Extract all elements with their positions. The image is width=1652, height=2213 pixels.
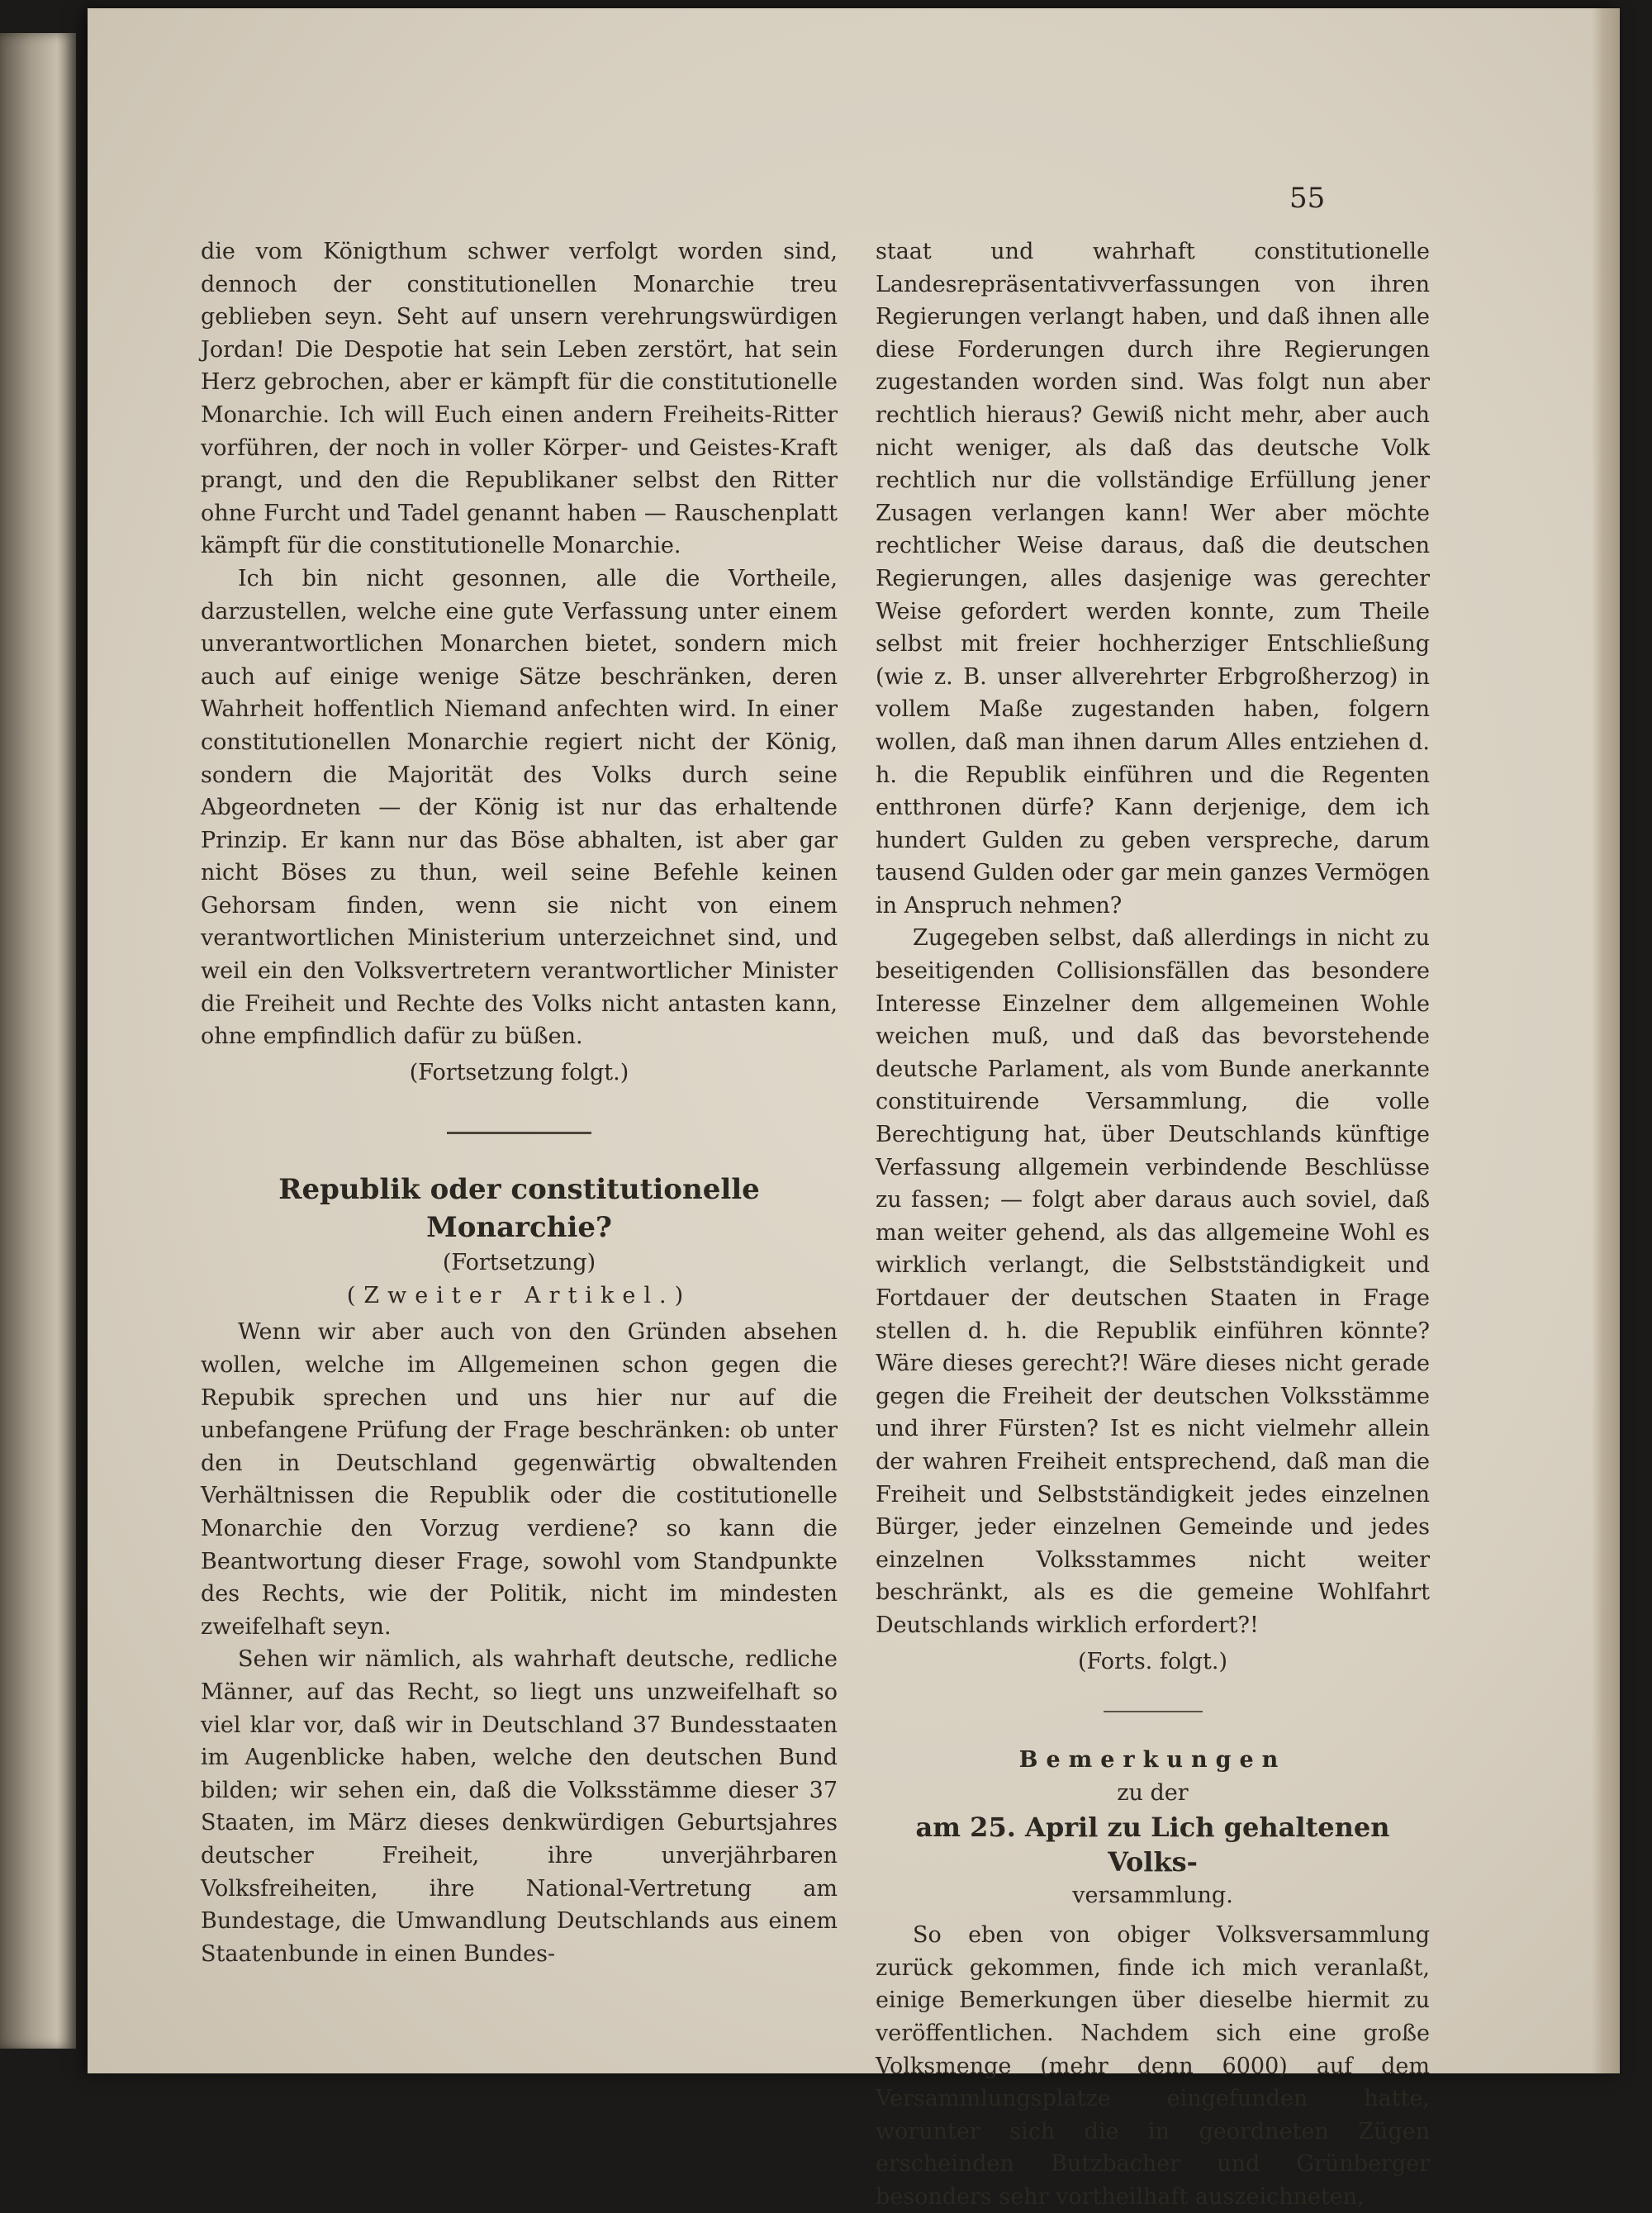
article-part: (Zweiter Artikel.) xyxy=(346,1283,692,1309)
left-continued-note: (Fortsetzung folgt.) xyxy=(409,1059,629,1085)
left-column xyxy=(201,235,838,1970)
article-title-line-1: Republik oder constitutionelle xyxy=(278,1173,760,1207)
remarks-title: Bemerkungen xyxy=(1018,1747,1287,1774)
page-number: 55 xyxy=(1289,182,1326,215)
remarks-title-line-3: versammlung. xyxy=(1072,1883,1233,1909)
page-edge-shadow xyxy=(1592,8,1620,2073)
section-divider-short xyxy=(1104,1711,1203,1712)
article-title-line-2: Monarchie? xyxy=(426,1211,612,1245)
right-continued-note: (Forts. folgt.) xyxy=(1078,1648,1227,1674)
article-paragraph-1: Wenn wir aber auch von den Gründen absehen wollen, welche im Allgemeinen schon gegen die Repubik sprechen und uns hier nur auf die unbefangene Prüfung der Frage beschränken: ob unter den in Deutschland gegenwärtig obwaltenden Verhältnissen die Republik oder die costitutionelle Monarchie den Vorzug verdiene? so kann die Beantwortung dieser Frage, sowohl vom Standpunkte des Rechts, wie der Politik, nicht im mindesten zweifelhaft seyn. xyxy=(201,1319,838,1640)
remarks-title-line-2: am 25. April zu Lich gehaltenen Volks- xyxy=(915,1812,1390,1878)
left-paragraph-2: Ich bin nicht gesonnen, alle die Vortheile, darzustellen, welche eine gute Verfassung unter einem unverantwortlichen Monarchen bietet, sondern mich auch auf einige wenige Sätze beschränken, deren Wahrheit hoffentlich Niemand anfechten wird. In einer constitutionellen Monarchie regiert nicht der König, sondern die Majorität des Volks durch seine Abgeordneten — der König ist nur das erhaltende Prinzip. Er kann nur das Böse abhalten, ist aber gar nicht Böses zu thun, weil seine Befehle keinen Gehorsam finden, wenn sie nicht von einem verantwortlichen Ministerium unterzeichnet sind, und weil ein den Volksvertretern verantwortlicher Minister die Freiheit und Rechte des Volks nicht antasten kann, ohne empfindlich dafür zu büßen. xyxy=(201,565,838,1050)
right-column xyxy=(876,235,1430,2213)
remarks-subtitle: zu der xyxy=(1117,1780,1189,1807)
left-paragraph-1: die vom Königthum schwer verfolgt worden sind, dennoch der constitutionellen Monarchie treu geblieben seyn. Seht auf unsern verehrungswürdigen Jordan! Die Despotie hat sein Leben zerstört, hat sein Herz gebrochen, aber er kämpft für die constitutionelle Monarchie. Ich will Euch einen andern Freiheits-Ritter vorführen, der noch in voller Körper- und Geistes-Kraft prangt, und den die Republikaner selbst den Ritter ohne Furcht und Tadel genannt haben — Rauschenplatt kämpft für die constitutionelle Monarchie. xyxy=(201,239,838,559)
article-paragraph-2: Sehen wir nämlich, als wahrhaft deutsche, redliche Männer, auf das Recht, so liegt uns unzweifelhaft so viel klar vor, daß wir in Deutschland 37 Bundesstaaten im Augenblicke haben, welche den deutschen Bund bilden; wir sehen ein, daß die Volksstämme dieser 37 Staaten, im März dieses denkwürdigen Geburtsjahres deutscher Freiheit, ihre unverjährbaren Volksfreiheiten, ihre National-Vertretung am Bundestage, die Umwandlung Deutschlands aus einem Staatenbunde in einen Bundes- xyxy=(201,1646,838,1967)
previous-page-edge xyxy=(0,33,76,2049)
article-subtitle: (Fortsetzung) xyxy=(442,1250,596,1276)
right-paragraph-2: Zugegeben selbst, daß allerdings in nicht zu beseitigenden Collisionsfällen das besondere Interesse Einzelner dem allgemeinen Wohle weichen muß, und daß das bevorstehende deutsche Parlament, als vom Bunde anerkannte constituirende Versammlung, die volle Berechtigung hat, über Deutschlands künftige Verfassung allgemein verbindende Beschlüsse zu fassen; — folgt aber daraus auch soviel, daß man weiter gehend, als das allgemeine Wohl es wirklich verlangt, die Selbstständigkeit und Fortdauer der deutschen Staaten in Frage stellen d. h. die Republik einführen könnte? Wäre dieses gerecht?! Wäre dieses nicht gerade gegen die Freiheit der deutschen Volksstämme und ihrer Fürsten? Ist es nicht vielmehr allein der wahren Freiheit entsprechend, daß man die Freiheit und Selbstständigkeit jedes einzelnen Bürger, jeder einzelnen Gemeinde und jedes einzelnen Volksstammes nicht weiter beschränkt, als es die gemeine Wohlfahrt Deutschlands wirklich erfordert?! xyxy=(876,925,1430,1638)
remarks-paragraph-1: So eben von obiger Volksversammlung zurück gekommen, finde ich mich veranlaßt, einige Bemerkungen über dieselbe hiermit zu veröffentlichen. Nachdem sich eine große Volksmenge (mehr denn 6000) auf dem Versammlungsplatze eingefunden hatte, worunter sich die in geordneten Zügen erscheinden Butzbacher und Grünberger besonders sehr vortheilhaft auszeichneten, xyxy=(876,1922,1430,2210)
newspaper-page xyxy=(88,8,1620,2210)
section-divider xyxy=(447,1132,591,1134)
right-paragraph-1: staat und wahrhaft constitutionelle Landesrepräsentativverfassungen von ihren Regierungen verlangt haben, und daß ihnen alle diese Forderungen durch ihre Regierungen zugestanden worden sind. Was folgt nun aber rechtlich hieraus? Gewiß nicht mehr, aber auch nicht weniger, als daß das deutsche Volk rechtlich nur die vollständige Erfüllung jener Zusagen verlangen kann! Wer aber möchte rechtlicher Weise daraus, daß die deutschen Regierungen, alles dasjenige was gerechter Weise gefordert werden konnte, zum Theile selbst mit freier hochherziger Entschließung (wie z. B. unser allverehrter Erbgroßherzog) in vollem Maße zugestanden haben, folgern wollen, daß man ihnen darum Alles entziehen d. h. die Republik einführen und die Regenten entthronen dürfe? Kann derjenige, dem ich hundert Gulden zu geben verspreche, darum tausend Gulden oder gar mein ganzes Vermögen in Anspruch nehmen? xyxy=(876,239,1430,919)
